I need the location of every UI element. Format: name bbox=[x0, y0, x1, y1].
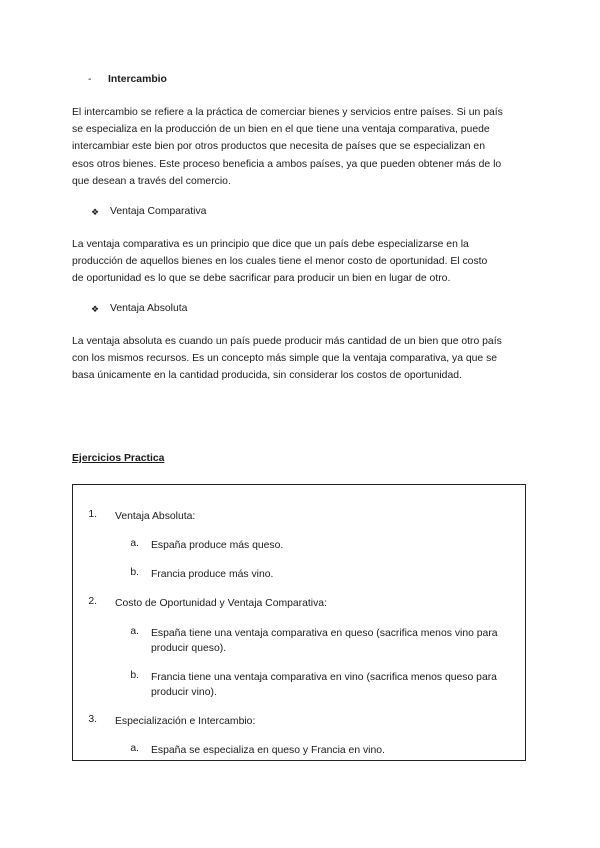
list-item-label: Especialización e Intercambio: bbox=[115, 716, 256, 727]
sublist-item bbox=[151, 670, 521, 700]
list-item-label: Costo de Oportunidad y Ventaja Comparativa: bbox=[115, 598, 327, 609]
intercambio-paragraph bbox=[72, 104, 534, 190]
paragraph-line: La ventaja absoluta es cuando un país puede producir más cantidad de un bien que otro país bbox=[72, 336, 502, 347]
sublist-line: producir vino). bbox=[151, 687, 217, 698]
sublist-item bbox=[151, 743, 521, 758]
sublist-letter: a. bbox=[130, 626, 139, 637]
paragraph-line: con los mismos recursos. Es un concepto más simple que la ventaja comparativa, ya que se bbox=[72, 353, 498, 365]
list-number: 2. bbox=[88, 596, 97, 607]
paragraph-line: producción de aquellos bienes en los cuales tiene el menor costo de oportunidad. El costo bbox=[72, 256, 488, 268]
sublist-letter: a. bbox=[130, 538, 139, 549]
paragraph-line: que desean a través del comercio. bbox=[72, 175, 231, 187]
paragraph-line: esos otros bienes. Este proceso beneficia a ambos países, ya que pueden obtener más de lo bbox=[72, 158, 502, 170]
sublist-item bbox=[151, 538, 521, 553]
ejercicios-heading: Ejercicios Practica bbox=[72, 453, 165, 464]
paragraph-line: se especializa en la producción de un bien en el que tiene una ventaja comparativa, puede bbox=[72, 124, 490, 136]
sublist-line: España tiene una ventaja comparativa en queso (sacrifica menos vino para bbox=[151, 628, 498, 639]
paragraph-line: intercambiar este bien por otros productos que necesita de países que se especializan en bbox=[72, 141, 485, 153]
ventaja-absoluta-heading: Ventaja Absoluta bbox=[110, 303, 188, 314]
sublist-letter: b. bbox=[130, 567, 139, 578]
paragraph-line: basa únicamente en la cantidad producida, sin considerar los costos de oportunidad. bbox=[72, 370, 462, 382]
ventaja-comparativa-heading: Ventaja Comparativa bbox=[110, 206, 207, 217]
sublist-item bbox=[151, 626, 521, 656]
sublist-letter: b. bbox=[130, 670, 139, 681]
intercambio-bullet: - bbox=[88, 74, 92, 85]
list-number: 3. bbox=[88, 714, 97, 725]
paragraph-line: El intercambio se refiere a la práctica de comerciar bienes y servicios entre países. Si un país bbox=[72, 107, 503, 118]
ventaja-absoluta-paragraph bbox=[72, 333, 534, 385]
ejercicios-box bbox=[72, 484, 526, 761]
sublist-item bbox=[151, 567, 521, 582]
paragraph-line: La ventaja comparativa es un principio que dice que un país debe especializarse en la bbox=[72, 239, 469, 250]
sublist-letter: a. bbox=[130, 743, 139, 754]
sublist-line: Francia produce más vino. bbox=[151, 569, 274, 580]
list-number: 1. bbox=[88, 509, 97, 520]
diamond-bullet-icon: ❖ bbox=[91, 304, 100, 314]
sublist-line: producir queso). bbox=[151, 643, 227, 654]
ventaja-comparativa-paragraph bbox=[72, 236, 534, 288]
diamond-bullet-icon: ❖ bbox=[91, 207, 100, 217]
paragraph-line: de oportunidad es lo que se debe sacrificar para producir un bien en lugar de otro. bbox=[72, 273, 451, 285]
sublist-line: España produce más queso. bbox=[151, 540, 284, 551]
sublist-line: España se especializa en queso y Francia en vino. bbox=[151, 745, 385, 756]
list-item-label: Ventaja Absoluta: bbox=[115, 511, 196, 522]
intercambio-heading: Intercambio bbox=[108, 74, 167, 85]
sublist-line: Francia tiene una ventaja comparativa en vino (sacrifica menos queso para bbox=[151, 672, 497, 683]
